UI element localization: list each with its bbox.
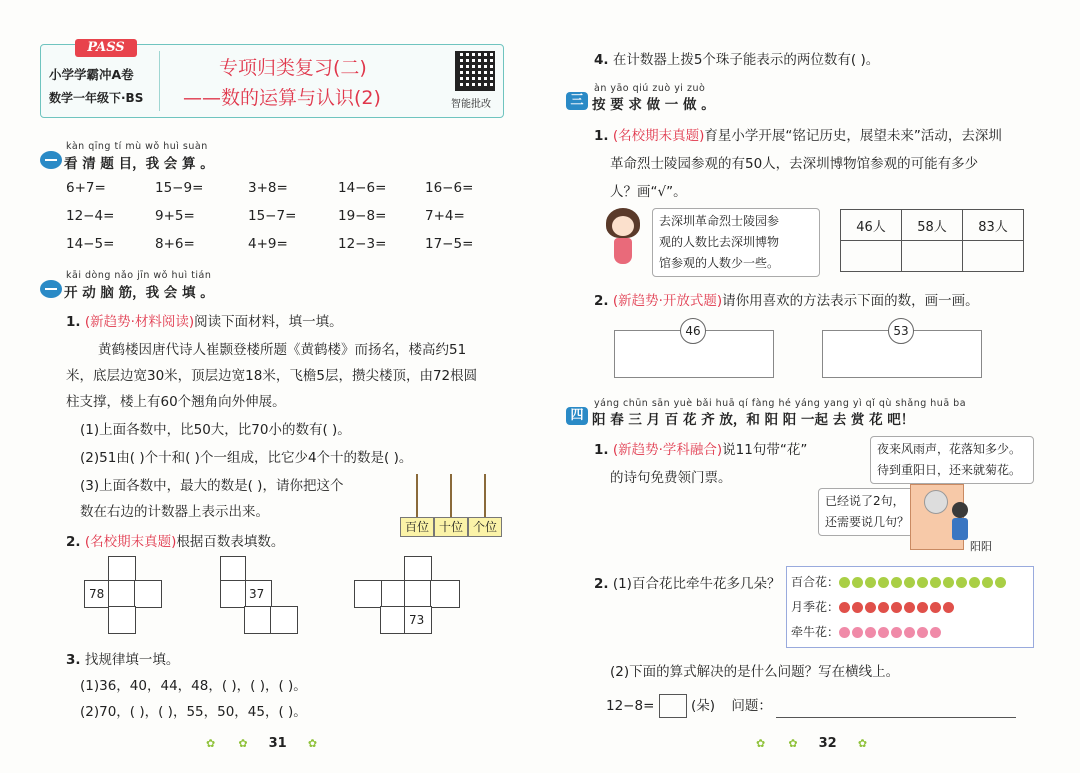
- question-text: (1)百合花比牵牛花多几朵？: [612, 576, 781, 592]
- flower-icon: [943, 602, 954, 613]
- material-line: 米，底层边宽30米，顶层边宽18米，飞檐5层，攒尖楼顶，由72根圆: [66, 368, 478, 384]
- flower-icon: [982, 577, 993, 588]
- section4-badge: 四: [566, 407, 588, 425]
- question-prompt: 请你用喜欢的方法表示下面的数，画一画。: [722, 293, 979, 309]
- check-cell[interactable]: [841, 241, 902, 272]
- question-text-line: 的诗句免费领门票。: [610, 470, 732, 486]
- question-answer-line[interactable]: [776, 701, 1016, 718]
- blank-cell[interactable]: [354, 580, 382, 608]
- blank-cell[interactable]: [108, 556, 136, 582]
- qr-caption: 智能批改: [451, 99, 491, 110]
- question-text-line: 人？画“√”。: [610, 184, 687, 200]
- section4-title: 阳 春 三 月 百 花 齐 放，和 阳 阳 一起 去 赏 花 吧！: [592, 412, 915, 428]
- subquestion-3-cont: 数在右边的计数器上表示出来。: [80, 504, 269, 520]
- calc-item: 14−6=: [338, 180, 387, 196]
- sprout-icon: ✿: [206, 737, 216, 750]
- calc-item: 15−7=: [248, 208, 297, 224]
- question-label: 问题：: [731, 698, 772, 714]
- pattern-2[interactable]: (2)70，( )，( )，55，50，45，( )。: [80, 704, 307, 720]
- calc-item: 14−5=: [66, 236, 115, 252]
- blank-cell[interactable]: [404, 556, 432, 582]
- blank-cell[interactable]: [220, 580, 246, 608]
- choice-table: [840, 209, 1024, 272]
- flower-icon: [943, 577, 954, 588]
- calc-item: 15−9=: [155, 180, 204, 196]
- right-footer: [756, 732, 867, 751]
- blank-cell[interactable]: [270, 606, 298, 634]
- flower-icon: [930, 577, 941, 588]
- question-number: 2.: [594, 293, 609, 309]
- number-circle: 46: [680, 318, 706, 344]
- cell-number: 73: [409, 613, 425, 627]
- pass-logo: PASS: [75, 39, 137, 57]
- speech-bubble: [652, 208, 820, 277]
- flower-icon: [904, 577, 915, 588]
- section3-badge: 三: [566, 92, 588, 110]
- question-2-4[interactable]: [594, 48, 879, 68]
- flower-icon: [852, 602, 863, 613]
- question-tag: (新趋势·学科融合): [612, 442, 723, 458]
- blank-cell[interactable]: [108, 580, 136, 608]
- question-2-1: [66, 310, 343, 330]
- material-line: 黄鹤楼因唐代诗人崔颢登楼所题《黄鹤楼》而扬名，楼高约51: [98, 342, 467, 358]
- bubble-line: 已经说了2句，: [825, 494, 905, 508]
- calc-item: 16−6=: [425, 180, 474, 196]
- section2-title: 开 动 脑 筋，我 会 填 。: [64, 285, 214, 301]
- formula: 12−8=: [606, 698, 655, 714]
- question-text: 说11句带“花”: [722, 442, 808, 458]
- question-3-2: [594, 289, 979, 309]
- question-text: 在计数器上拨5个珠子能表示的两位数有( )。: [612, 52, 880, 68]
- flower-icon: [865, 627, 876, 638]
- flower-icon: [917, 627, 928, 638]
- section2-badge: [40, 280, 62, 298]
- place-ones: 个位: [468, 517, 502, 537]
- flower-icon: [956, 577, 967, 588]
- pattern-1[interactable]: (1)36，40，44，48，( )，( )，( )。: [80, 678, 307, 694]
- calc-item: 12−3=: [338, 236, 387, 252]
- flower-icon: [995, 577, 1006, 588]
- flower-icon: [852, 627, 863, 638]
- calc-item: 12−4=: [66, 208, 115, 224]
- flower-icon: [839, 627, 850, 638]
- question-4-2: [594, 572, 780, 592]
- sprout-icon: ✿: [307, 737, 318, 750]
- question-number: 1.: [66, 314, 81, 330]
- flower-icon: [891, 602, 902, 613]
- character-name: 阳阳: [970, 540, 992, 553]
- question-number: 2.: [66, 534, 81, 550]
- flower-icon: [865, 602, 876, 613]
- question-number: 1.: [594, 128, 609, 144]
- question-tag: (新趋势·材料阅读): [84, 314, 195, 330]
- question-number: 1.: [594, 442, 609, 458]
- calc-item: 3+8=: [248, 180, 288, 196]
- section1-title: 看 清 题 目，我 会 算 。: [64, 156, 214, 172]
- calc-item: 19−8=: [338, 208, 387, 224]
- subquestion-2: (2)下面的算式解决的是什么问题？写在横线上。: [610, 664, 900, 680]
- check-cell[interactable]: [963, 241, 1024, 272]
- header-divider: [159, 51, 160, 111]
- flower-icon: [878, 602, 889, 613]
- flower-icon: [839, 602, 850, 613]
- question-number: 4.: [594, 52, 609, 68]
- flower-icon: [930, 602, 941, 613]
- blank-cell[interactable]: [220, 556, 246, 582]
- flower-icon: [904, 627, 915, 638]
- flower-icon: [917, 577, 928, 588]
- place-hundreds: 百位: [400, 517, 434, 537]
- flower-icon: [865, 577, 876, 588]
- left-footer: [206, 732, 317, 751]
- subquestion-3[interactable]: (3)上面各数中，最大的数是( )，请你把这个: [80, 478, 344, 494]
- section2-pinyin: kāi dòng nǎo jīn wǒ huì tián: [66, 270, 212, 281]
- question-2-2: [66, 530, 284, 550]
- abacus-rod: [450, 474, 452, 518]
- question-prompt: 阅读下面材料，填一填。: [194, 314, 343, 330]
- bubble-line: 去深圳革命烈士陵园参: [659, 214, 780, 228]
- place-tens: 十位: [434, 517, 468, 537]
- blank-cell[interactable]: [380, 606, 406, 634]
- page-title: 专项归类复习(二): [219, 57, 367, 79]
- calc-item: 8+6=: [155, 236, 195, 252]
- answer-box[interactable]: [659, 694, 687, 718]
- section3-pinyin: àn yāo qiú zuò yi zuò: [594, 83, 706, 94]
- blank-cell[interactable]: [244, 606, 272, 634]
- poem-line: 夜来风雨声，花落知多少。: [877, 442, 1022, 456]
- series-name: 小学学霸冲A卷: [49, 67, 134, 82]
- flower-icon: [878, 627, 889, 638]
- question-tag: (名校期末真题): [84, 534, 177, 550]
- question-3-1: [594, 124, 1002, 144]
- formula-row: [606, 694, 1016, 718]
- sprout-icon: ✿: [857, 737, 868, 750]
- flower-icon: [930, 627, 941, 638]
- flower-icon: [852, 577, 863, 588]
- question-4-1: [594, 438, 807, 458]
- grade-label: 数学一年级下·BS: [49, 91, 144, 105]
- flower-label: 月季花：: [791, 600, 840, 614]
- question-prompt: 根据百数表填数。: [176, 534, 285, 550]
- unit-label: (朵): [690, 698, 716, 714]
- blank-cell[interactable]: [380, 580, 406, 608]
- number-circle: 53: [888, 318, 914, 344]
- blank-cell[interactable]: [108, 606, 136, 634]
- abacus-rod: [484, 474, 486, 518]
- flower-row: [791, 598, 956, 615]
- subquestion-1[interactable]: (1)上面各数中，比50大，比70小的数有( )。: [80, 422, 351, 438]
- given-cell: [404, 606, 432, 634]
- section1-pinyin: kàn qīng tí mù wǒ huì suàn: [66, 141, 208, 152]
- given-cell: [84, 580, 110, 608]
- choice-option: 83人: [963, 210, 1024, 241]
- subquestion-2[interactable]: (2)51由( )个十和( )个一组成，比它少4个十的数是( )。: [80, 450, 413, 466]
- bubble-line: 观的人数比去深圳博物: [659, 235, 780, 249]
- bubble-line: 馆参观的人数少一些。: [659, 256, 780, 270]
- section4-pinyin: yáng chūn sān yuè bǎi huā qí fàng hé yáng yang yì qǐ qù shǎng huā ba: [594, 398, 967, 409]
- check-cell[interactable]: [902, 241, 963, 272]
- qr-code-icon[interactable]: [455, 51, 495, 91]
- given-cell: [244, 580, 272, 608]
- page-number: 32: [818, 736, 837, 751]
- flower-icon: [878, 577, 889, 588]
- flower-icon: [891, 577, 902, 588]
- flower-chart: [786, 566, 1034, 648]
- blank-cell[interactable]: [430, 580, 460, 608]
- flower-icon: [917, 602, 928, 613]
- flower-icon: [904, 602, 915, 613]
- choice-option: 46人: [841, 210, 902, 241]
- cell-number: 37: [249, 587, 265, 601]
- question-text: 育星小学开展“铭记历史，展望未来”活动，去深圳: [704, 128, 1002, 144]
- page-number: 31: [268, 736, 287, 751]
- worksheet-header: [40, 40, 504, 118]
- flower-icon: [891, 627, 902, 638]
- bubble-line: 还需要说几句？: [825, 515, 910, 529]
- abacus-rod: [416, 474, 418, 518]
- flower-row: [791, 623, 943, 640]
- question-number: 2.: [594, 576, 609, 592]
- poem-bubble: [870, 436, 1034, 484]
- flower-icon: [839, 577, 850, 588]
- sprout-icon: ✿: [756, 737, 766, 750]
- choice-option: 58人: [902, 210, 963, 241]
- flower-label: 牵牛花：: [791, 625, 840, 639]
- calc-item: 17−5=: [425, 236, 474, 252]
- question-number: 3.: [66, 652, 81, 668]
- right-page: [540, 0, 1080, 773]
- cell-number: 78: [89, 587, 105, 601]
- sprout-icon: ✿: [788, 737, 798, 750]
- flower-icon: [969, 577, 980, 588]
- calc-item: 9+5=: [155, 208, 195, 224]
- material-line: 柱支撑，楼上有60个翘角向外伸展。: [66, 394, 286, 410]
- question-bubble: [818, 488, 922, 536]
- question-text-line: 革命烈士陵园参观的有50人，去深圳博物馆参观的可能有多少: [610, 156, 979, 172]
- section3-title: 按 要 求 做 一 做 。: [592, 97, 715, 113]
- question-prompt: 找规律填一填。: [84, 652, 180, 668]
- section1-badge: [40, 151, 62, 169]
- blank-cell[interactable]: [404, 580, 432, 608]
- poem-line: 待到重阳日，还来就菊花。: [877, 463, 1022, 477]
- question-2-3: [66, 648, 179, 668]
- calc-item: 7+4=: [425, 208, 465, 224]
- page-subtitle: ——数的运算与认识(2): [183, 87, 381, 109]
- flower-row: [791, 573, 1008, 590]
- flower-label: 百合花：: [791, 575, 840, 589]
- calc-item: 6+7=: [66, 180, 106, 196]
- sprout-icon: ✿: [238, 737, 248, 750]
- calc-item: 4+9=: [248, 236, 288, 252]
- blank-cell[interactable]: [134, 580, 162, 608]
- question-tag: (新趋势·开放式题): [612, 293, 723, 309]
- question-tag: (名校期末真题): [612, 128, 705, 144]
